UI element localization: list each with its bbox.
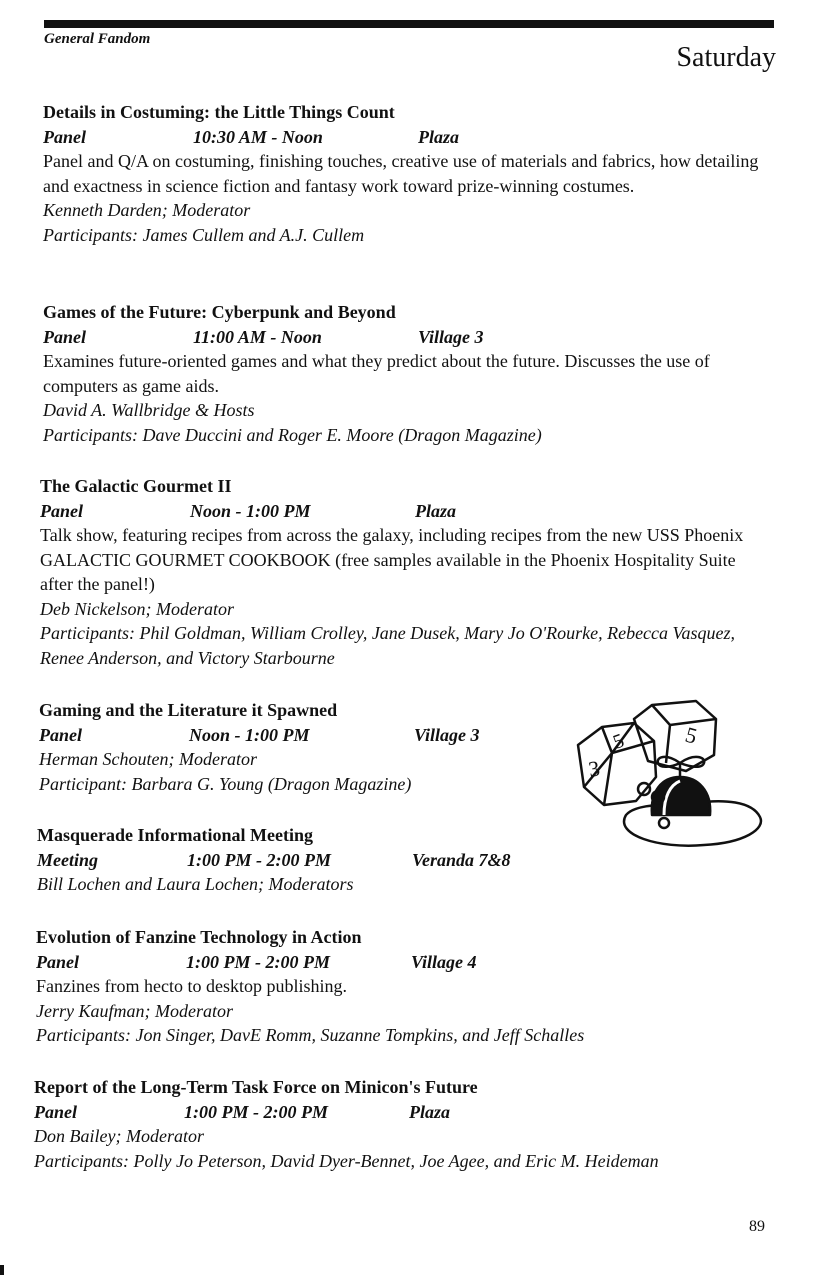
event-type: Panel [36, 951, 79, 972]
event-meta [39, 723, 569, 748]
event-description: Examines future-oriented games and what they predict about the future. Discusses the use of computers as game aids. [43, 351, 710, 396]
event-galactic-gourmet [40, 474, 800, 670]
event-meta [40, 499, 800, 524]
event-meta [34, 1100, 794, 1125]
event-time: 1:00 PM - 2:00 PM [187, 849, 331, 870]
beanie [652, 777, 710, 815]
event-fanzine-technology [36, 925, 796, 1048]
event-moderator: David A. Wallbridge & Hosts [43, 400, 255, 420]
event-title: Details in Costuming: the Little Things Count [43, 102, 395, 122]
event-description: Fanzines from hecto to desktop publishing. [36, 976, 347, 996]
event-meta [43, 325, 803, 350]
event-meta [43, 125, 803, 150]
day-heading: Saturday [676, 42, 776, 73]
event-type: Panel [43, 126, 86, 147]
event-location: Plaza [415, 500, 457, 521]
event-title: Gaming and the Literature it Spawned [39, 700, 338, 720]
event-title: Masquerade Informational Meeting [37, 825, 313, 845]
event-time: 10:30 AM - Noon [193, 126, 323, 147]
die-face-number: 3 [586, 755, 602, 782]
event-moderator: Herman Schouten; Moderator [39, 749, 257, 769]
event-description: Talk show, featuring recipes from across the galaxy, including recipes from the new USS Phoenix GALACTIC GOURMET COOKBOOK (free samples available in the Phoenix Hospitality Suite after the panel!) [40, 525, 744, 594]
event-participants: Participants: Polly Jo Peterson, David Dyer-Bennet, Joe Agee, and Eric M. Heideman [34, 1150, 659, 1171]
event-participants: Participant: Barbara G. Young (Dragon Magazine) [39, 773, 412, 794]
event-minicon-task-force [34, 1075, 794, 1173]
event-title: Evolution of Fanzine Technology in Action [36, 927, 362, 947]
event-title: Games of the Future: Cyberpunk and Beyond [43, 302, 396, 322]
header-rule [44, 20, 774, 28]
event-location: Village 3 [414, 724, 480, 745]
event-title: The Galactic Gourmet II [40, 476, 232, 496]
event-moderator: Deb Nickelson; Moderator [40, 598, 234, 619]
event-moderator: Bill Lochen and Laura Lochen; Moderators [37, 874, 354, 894]
propeller-blade-left [658, 757, 680, 767]
section-label: General Fandom [44, 31, 151, 47]
event-location: Plaza [418, 126, 460, 147]
event-details-in-costuming [43, 100, 803, 247]
event-location: Village 4 [411, 951, 477, 972]
die-face-number: 5 [610, 729, 628, 754]
event-time: Noon - 1:00 PM [190, 500, 311, 521]
event-moderator: Don Bailey; Moderator [34, 1126, 204, 1146]
event-participants: Participants: Phil Goldman, William Crolley, Jane Dusek, Mary Jo O'Rourke, Rebecca Vasquez, Renee Anderson, and Victory Starbourne [40, 623, 736, 668]
event-type: Panel [34, 1101, 77, 1122]
event-type: Panel [39, 724, 82, 745]
event-masquerade-meeting [37, 823, 567, 897]
event-meta [37, 848, 567, 873]
event-time: Noon - 1:00 PM [189, 724, 310, 745]
dice-illustration [574, 697, 770, 853]
event-type: Meeting [37, 849, 98, 870]
event-time: 1:00 PM - 2:00 PM [184, 1101, 328, 1122]
event-location: Veranda 7&8 [412, 849, 511, 870]
event-time: 1:00 PM - 2:00 PM [186, 951, 330, 972]
event-meta [36, 950, 796, 975]
die-face-number: 5 [682, 721, 700, 749]
event-time: 11:00 AM - Noon [193, 326, 322, 347]
scan-mark [0, 1265, 4, 1275]
event-type: Panel [43, 326, 86, 347]
event-title: Report of the Long-Term Task Force on Minicon's Future [34, 1077, 478, 1097]
event-gaming-and-literature [39, 698, 569, 796]
event-moderator: Jerry Kaufman; Moderator [36, 1000, 233, 1021]
event-location: Plaza [409, 1101, 451, 1122]
event-description: Panel and Q/A on costuming, finishing touches, creative use of materials and fabrics, how detailing and exactness in science fiction and fantasy work toward prize-winning costumes. [43, 151, 759, 196]
event-location: Village 3 [418, 326, 484, 347]
event-participants: Participants: James Cullem and A.J. Cullem [43, 224, 365, 245]
event-moderator: Kenneth Darden; Moderator [43, 200, 251, 220]
page-number: 89 [749, 1218, 765, 1235]
event-participants: Participants: Dave Duccini and Roger E. Moore (Dragon Magazine) [43, 424, 542, 445]
event-games-of-the-future [43, 300, 803, 447]
event-participants: Participants: Jon Singer, DavE Romm, Suzanne Tompkins, and Jeff Schalles [36, 1025, 585, 1045]
event-type: Panel [40, 500, 83, 521]
